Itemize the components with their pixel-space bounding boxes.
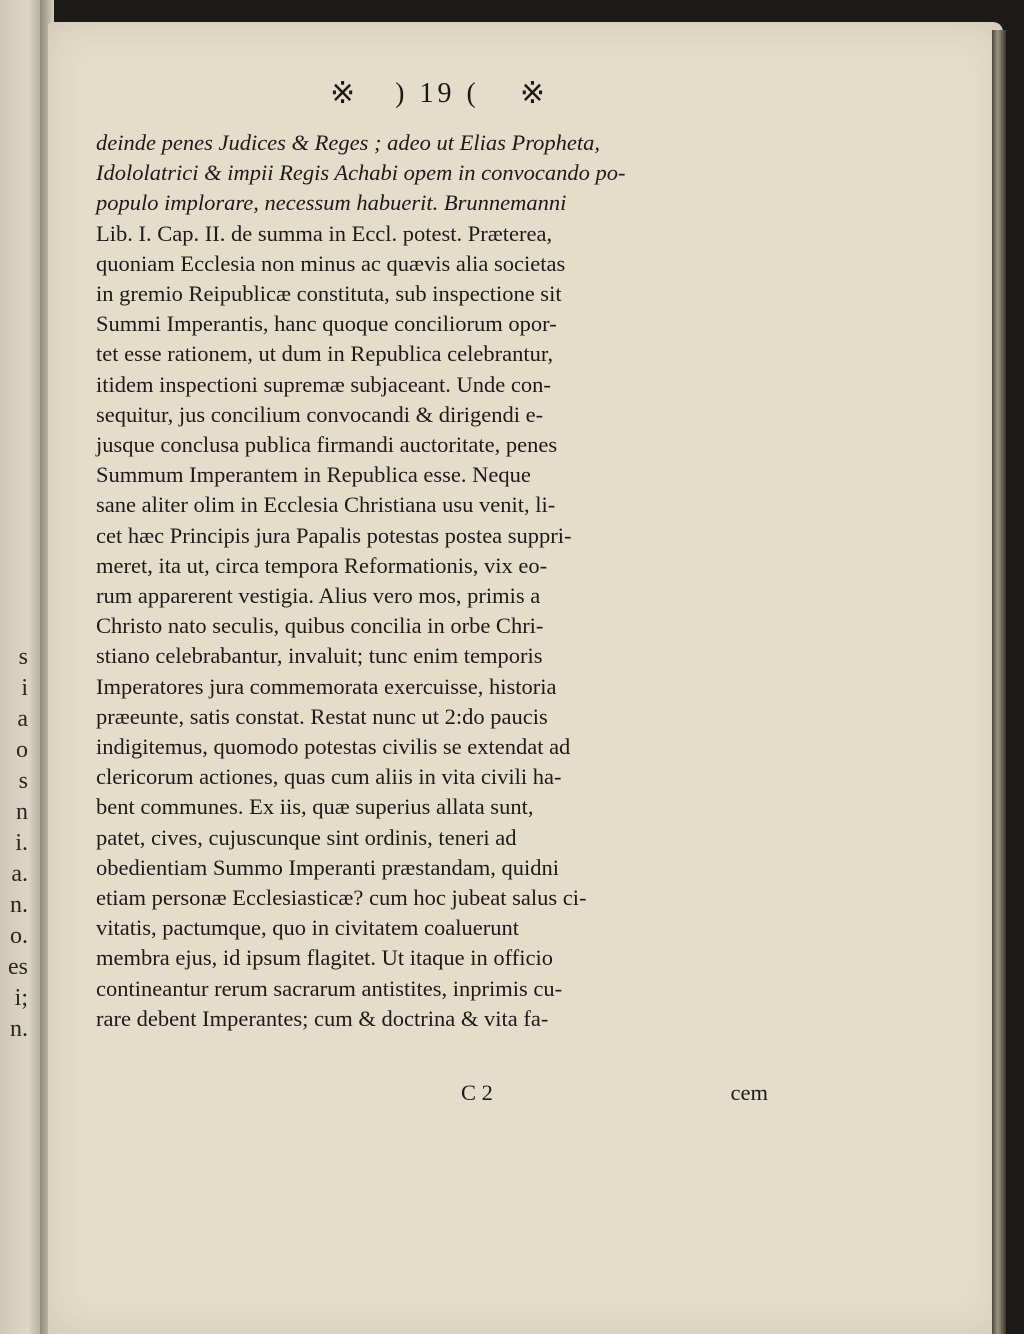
ornament-left-icon: ※ [330, 76, 356, 111]
text-line: quoniam Ecclesia non minus ac quævis alia societas [96, 250, 566, 276]
text-line: Lib. I. Cap. II. de summa in Eccl. potest. Præterea, [96, 220, 553, 246]
text-line: cet hæc Principis jura Papalis potestas postea suppri- [96, 522, 572, 548]
text-line: rare debent Imperantes; cum & doctrina & vita fa- [96, 1005, 549, 1031]
text-line: Imperatores jura commemorata exercuisse, historia [96, 673, 557, 699]
text-line: obedientiam Summo Imperanti præstandam, quidni [96, 854, 560, 880]
text-line: Summi Imperantis, hanc quoque conciliorum opor- [96, 311, 557, 337]
facing-page-fragment: n. [10, 1016, 28, 1042]
catchword: cem [730, 1080, 768, 1105]
facing-page-fragment: s [18, 644, 28, 670]
text-line: sane aliter olim in Ecclesia Christiana usu venit, li- [96, 492, 556, 518]
text-line: patet, cives, cujuscunque sint ordinis, teneri ad [96, 824, 517, 850]
facing-page-fragment: o [16, 737, 28, 763]
text-line: bent communes. Ex iis, quæ superius allata sunt, [96, 794, 534, 820]
text-line: etiam personæ Ecclesiasticæ? cum hoc jubeat salus ci- [96, 885, 587, 911]
page-fore-edge [992, 30, 1006, 1334]
text-line: rum apparerent vestigia. Alius vero mos, primis a [96, 583, 541, 609]
text-line: populo implorare, necessum habuerit. Brunnemanni [96, 190, 567, 216]
text-line: jusque conclusa publica firmandi auctoritate, penes [96, 432, 558, 458]
text-line: meret, ita ut, circa tempora Reformationis, vix eo- [96, 552, 548, 578]
facing-page-fragment: a [17, 706, 28, 732]
text-line: contineantur rerum sacrarum antistites, inprimis cu- [96, 975, 563, 1001]
text-line: membra ejus, id ipsum flagitet. Ut itaque in officio [96, 945, 553, 971]
facing-page-fragment: n. [10, 892, 28, 918]
facing-page-fragment: s [18, 768, 28, 794]
text-line: clericorum actiones, quas cum aliis in vita civili ha- [96, 764, 562, 790]
body-text [96, 128, 768, 1034]
ornament-right-icon: ※ [519, 76, 545, 111]
text-line: Christo nato seculis, quibus concilia in orbe Chri- [96, 613, 544, 639]
text-line: in gremio Reipublicæ constituta, sub inspectione sit [96, 281, 562, 307]
text-line: Summum Imperantem in Republica esse. Neque [96, 462, 531, 488]
text-line: Idololatrici & impii Regis Achabi opem in convocando po- [96, 160, 626, 186]
text-line: stiano celebrabantur, invaluit; tunc enim temporis [96, 643, 543, 669]
facing-page-fragment: es [8, 954, 28, 980]
facing-page-fragment: i. [15, 830, 28, 856]
facing-page-fragment: i [21, 675, 28, 701]
text-line: itidem inspectioni supremæ subjaceant. Unde con- [96, 371, 551, 397]
running-header [330, 74, 545, 114]
text-line: indigitemus, quomodo potestas civilis se extendat ad [96, 734, 571, 760]
page-number: ) 19 ( [395, 78, 480, 109]
facing-page-fragment: n [16, 799, 28, 825]
text-line: deinde penes Judices & Reges ; adeo ut Elias Propheta, [96, 130, 601, 155]
text-line: tet esse rationem, ut dum in Republica celebrantur, [96, 341, 554, 367]
facing-page-fragment: o. [10, 923, 28, 949]
text-line: præeunte, satis constat. Restat nunc ut 2:do paucis [96, 703, 548, 729]
signature-mark: C 2 [461, 1080, 493, 1105]
text-line: vitatis, pactumque, quo in civitatem coaluerunt [96, 915, 520, 941]
facing-page-edge [0, 0, 40, 1334]
facing-page-fragment: i; [14, 985, 28, 1011]
text-line: sequitur, jus concilium convocandi & dirigendi e- [96, 401, 544, 427]
facing-page-fragment: a. [11, 861, 28, 887]
